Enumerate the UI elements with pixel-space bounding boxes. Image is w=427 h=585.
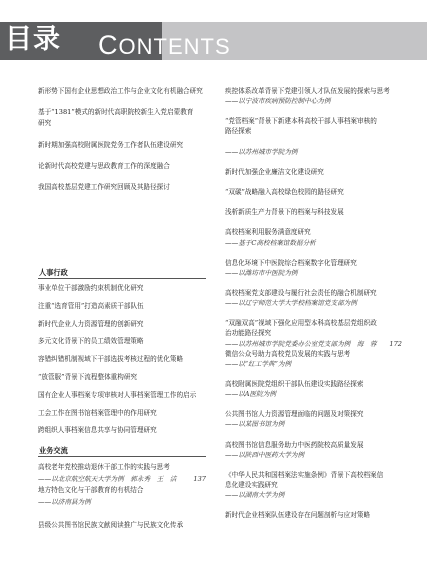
toc-entry-text: “双碳”战略融入高校绿色校园的路径研究 — [225, 188, 344, 196]
toc-entry-title[interactable] — [38, 284, 206, 293]
toc-entry-text: 容错纠错机制视域下干部选拔考核过程的优化策略 — [38, 355, 184, 364]
section-heading — [38, 268, 206, 278]
toc-entry-text: 高校附属医院党组织干部队伍建设实践路径探索 — [225, 379, 364, 388]
toc-entry-text: “双融双高”视域下强化应用型本科高校基层党组织政 — [225, 319, 377, 328]
toc-entry-title[interactable] — [225, 511, 402, 520]
toc-entry-text: ——以苏州城市学院为例 — [225, 147, 298, 156]
section-heading — [38, 446, 206, 456]
toc-entry-title[interactable] — [38, 337, 206, 346]
toc-entry-text: 公共图书馆人力资源管理面临的问题及对策探究 — [225, 410, 364, 419]
toc-entry-meta[interactable] — [225, 148, 402, 157]
section-rule — [38, 278, 206, 279]
toc-entry-text: 注重“选育管用”打造高素质干部队伍 — [38, 301, 144, 310]
toc-entry-title[interactable] — [225, 410, 402, 419]
toc-entry-text: 基于“1381”模式的新时代高职院校新生入党启蒙教育 — [38, 108, 194, 117]
toc-entry-text: 息化建设实践研究 — [225, 480, 278, 489]
toc-entry-text: ——以苏州城市学院党委办公室党支部为例 海 蓉 — [225, 339, 377, 348]
title-en-rest: ONTENTS — [118, 34, 231, 59]
toc-entry-text: 论新时代高校党建与思政教育工作的深度融合 — [38, 161, 170, 170]
toc-entry-title[interactable] — [225, 481, 402, 490]
toc-entry-text: 县级公共图书馆民族文献阅读推广与民族文化传承 — [38, 520, 184, 529]
toc-entry-text: 地方特色文化与干部教育的有机结合 — [38, 486, 144, 494]
toc-entry-text: 国有企业人事档案专项审核对人事档案管理工作的启示 — [38, 390, 197, 399]
title-en-initial: C — [98, 30, 119, 60]
toc-entry-title[interactable] — [225, 380, 402, 389]
toc-entry-text: ——基于C高校档案馆数据分析 — [225, 238, 316, 247]
toc-entry-text: ——以北京航空航天大学为例 郭永秀 王 洁 — [38, 474, 177, 483]
section-title: 人事行政 — [39, 268, 68, 277]
toc-entry-title[interactable] — [225, 350, 402, 359]
section-title: 业务交流 — [39, 446, 68, 455]
toc-entry-title[interactable] — [225, 329, 402, 338]
toc-entry-meta[interactable] — [225, 97, 402, 106]
toc-entry-text: 信息化环境下中医院综合档案数字化管理研究 — [225, 258, 357, 267]
toc-entry-title[interactable] — [225, 87, 402, 96]
toc-entry-text: ——以“红工学典”为例 — [225, 359, 292, 368]
toc-entry-title[interactable] — [225, 208, 402, 217]
toc-entry-meta[interactable] — [225, 491, 402, 500]
toc-entry-text: 研究 — [38, 119, 52, 128]
toc-entry-title[interactable] — [38, 320, 206, 329]
toc-entry-title[interactable] — [225, 289, 402, 298]
toc-entry-text: 浅析新质生产力背景下的档案与科技发展 — [225, 208, 344, 217]
toc-entry-text: ——以济南县为例 — [38, 497, 91, 506]
toc-entry-text: 新形势下国有企业思想政治工作与企业文化有机融合研究 — [38, 87, 203, 95]
toc-entry-text: 高校老年党校推动退休干部工作的实践与思考 — [38, 463, 170, 471]
toc-entry-title[interactable] — [225, 127, 402, 136]
toc-entry-title[interactable] — [38, 183, 206, 192]
toc-entry-text: 多元文化背景下的员工绩效管理策略 — [38, 337, 144, 346]
toc-entry-text: ——以宁波市疾病预防控制中心为例 — [225, 97, 331, 106]
toc-entry-text: ——以潍坊市中医院为例 — [225, 268, 298, 277]
toc-entry-title[interactable] — [38, 162, 206, 171]
toc-entry-text: 高校档案党支部建设与履行社会责任的融合机制研究 — [225, 289, 377, 297]
toc-entry-meta[interactable] — [225, 340, 402, 349]
toc-entry-title[interactable] — [225, 228, 402, 237]
toc-entry-text: ——以某图书馆为例 — [225, 420, 285, 429]
toc-entry-title[interactable] — [38, 426, 206, 435]
toc-entry-title[interactable] — [225, 441, 402, 450]
toc-entry-title[interactable] — [38, 355, 206, 364]
toc-entry-text: 疾控体系改革背景下党建引领人才队伍发展的探索与思考 — [225, 87, 390, 95]
toc-entry-text: 新时代企业档案队伍建设存在问题剖析与应对策略 — [225, 511, 371, 520]
toc-entry-title[interactable] — [225, 319, 402, 328]
toc-entry-title[interactable] — [38, 391, 206, 400]
toc-entry-text: ——以陕西中医药大学为例 — [225, 450, 305, 459]
toc-entry-meta[interactable] — [225, 390, 402, 399]
toc-entry-text: 高校图书馆信息服务助力中医药院校高质量发展 — [225, 440, 364, 449]
toc-entry-meta[interactable] — [225, 360, 402, 369]
toc-entry-text: ——以湖南大学为例 — [225, 491, 285, 499]
toc-entry-text: 工会工作在图书馆档案管理中的作用研究 — [38, 408, 157, 417]
toc-entry-title[interactable] — [225, 259, 402, 268]
toc-entry-meta[interactable] — [225, 299, 402, 308]
page-title-english — [98, 30, 231, 60]
toc-entry-title[interactable] — [38, 521, 206, 530]
toc-entry-text: 我国高校基层党建工作研究回顾及其路径探讨 — [38, 183, 170, 192]
page-title: 目录 — [5, 24, 61, 55]
toc-entry-title[interactable] — [225, 168, 402, 177]
toc-entry-text: 《中华人民共和国档案法实施条例》背景下高校档案信 — [225, 470, 384, 479]
toc-entry-text: 新时代企业人力资源管理的创新研究 — [38, 319, 144, 328]
toc-entry-title[interactable] — [38, 108, 206, 117]
toc-entry-text: ——以A医院为例 — [225, 390, 276, 398]
toc-entry-title[interactable] — [38, 463, 206, 472]
page-header — [0, 22, 427, 60]
toc-entry-text: “放管服”背景下流程整体重构研究 — [38, 373, 138, 381]
toc-entry-meta[interactable] — [225, 420, 402, 429]
toc-entry-title[interactable] — [38, 486, 206, 495]
section-rule — [38, 456, 206, 457]
toc-entry-text: 高校档案利用服务满意度研究 — [225, 228, 311, 237]
toc-entry-text: 事业单位干部激励约束机制优化研究 — [38, 284, 144, 292]
toc-entry-meta[interactable] — [38, 475, 206, 484]
toc-entry-text: ——以辽宁师范大学大学校档案馆党支部为例 — [225, 299, 357, 308]
toc-page-number: 137 — [193, 474, 206, 483]
toc-entry-text: 新时期加强高校附属医院党务工作者队伍建设研究 — [38, 140, 184, 149]
toc-entry-meta[interactable] — [225, 269, 402, 278]
toc-entry-title[interactable] — [225, 188, 402, 197]
toc-entry-text: 路径探索 — [225, 127, 252, 136]
toc-entry-title[interactable] — [38, 87, 206, 96]
toc-entry-title[interactable] — [225, 117, 402, 126]
toc-entry-text: 新时代加强企业廉洁文化建设研究 — [225, 167, 324, 176]
toc-page-number: 172 — [389, 339, 402, 348]
toc-entry-meta[interactable] — [225, 451, 402, 460]
toc-entry-meta[interactable] — [38, 498, 206, 507]
toc-entry-title[interactable] — [38, 409, 206, 418]
toc-entry-title[interactable] — [38, 141, 206, 150]
toc-entry-title[interactable] — [225, 471, 402, 480]
toc-entry-title[interactable] — [38, 373, 206, 382]
toc-entry-title[interactable] — [38, 119, 206, 128]
toc-entry-text: 微信公众号助力高校党员发展的实践与思考 — [225, 349, 351, 358]
toc-entry-text: 治功能路径探究 — [225, 329, 272, 338]
toc-entry-meta[interactable] — [225, 239, 402, 248]
toc-entry-title[interactable] — [38, 302, 206, 311]
toc-entry-text: 跨组织人事档案信息共享与协同管理研究 — [38, 426, 157, 435]
toc-entry-text: “党管档案”背景下新建本科高校干部人事档案审核的 — [225, 117, 377, 126]
